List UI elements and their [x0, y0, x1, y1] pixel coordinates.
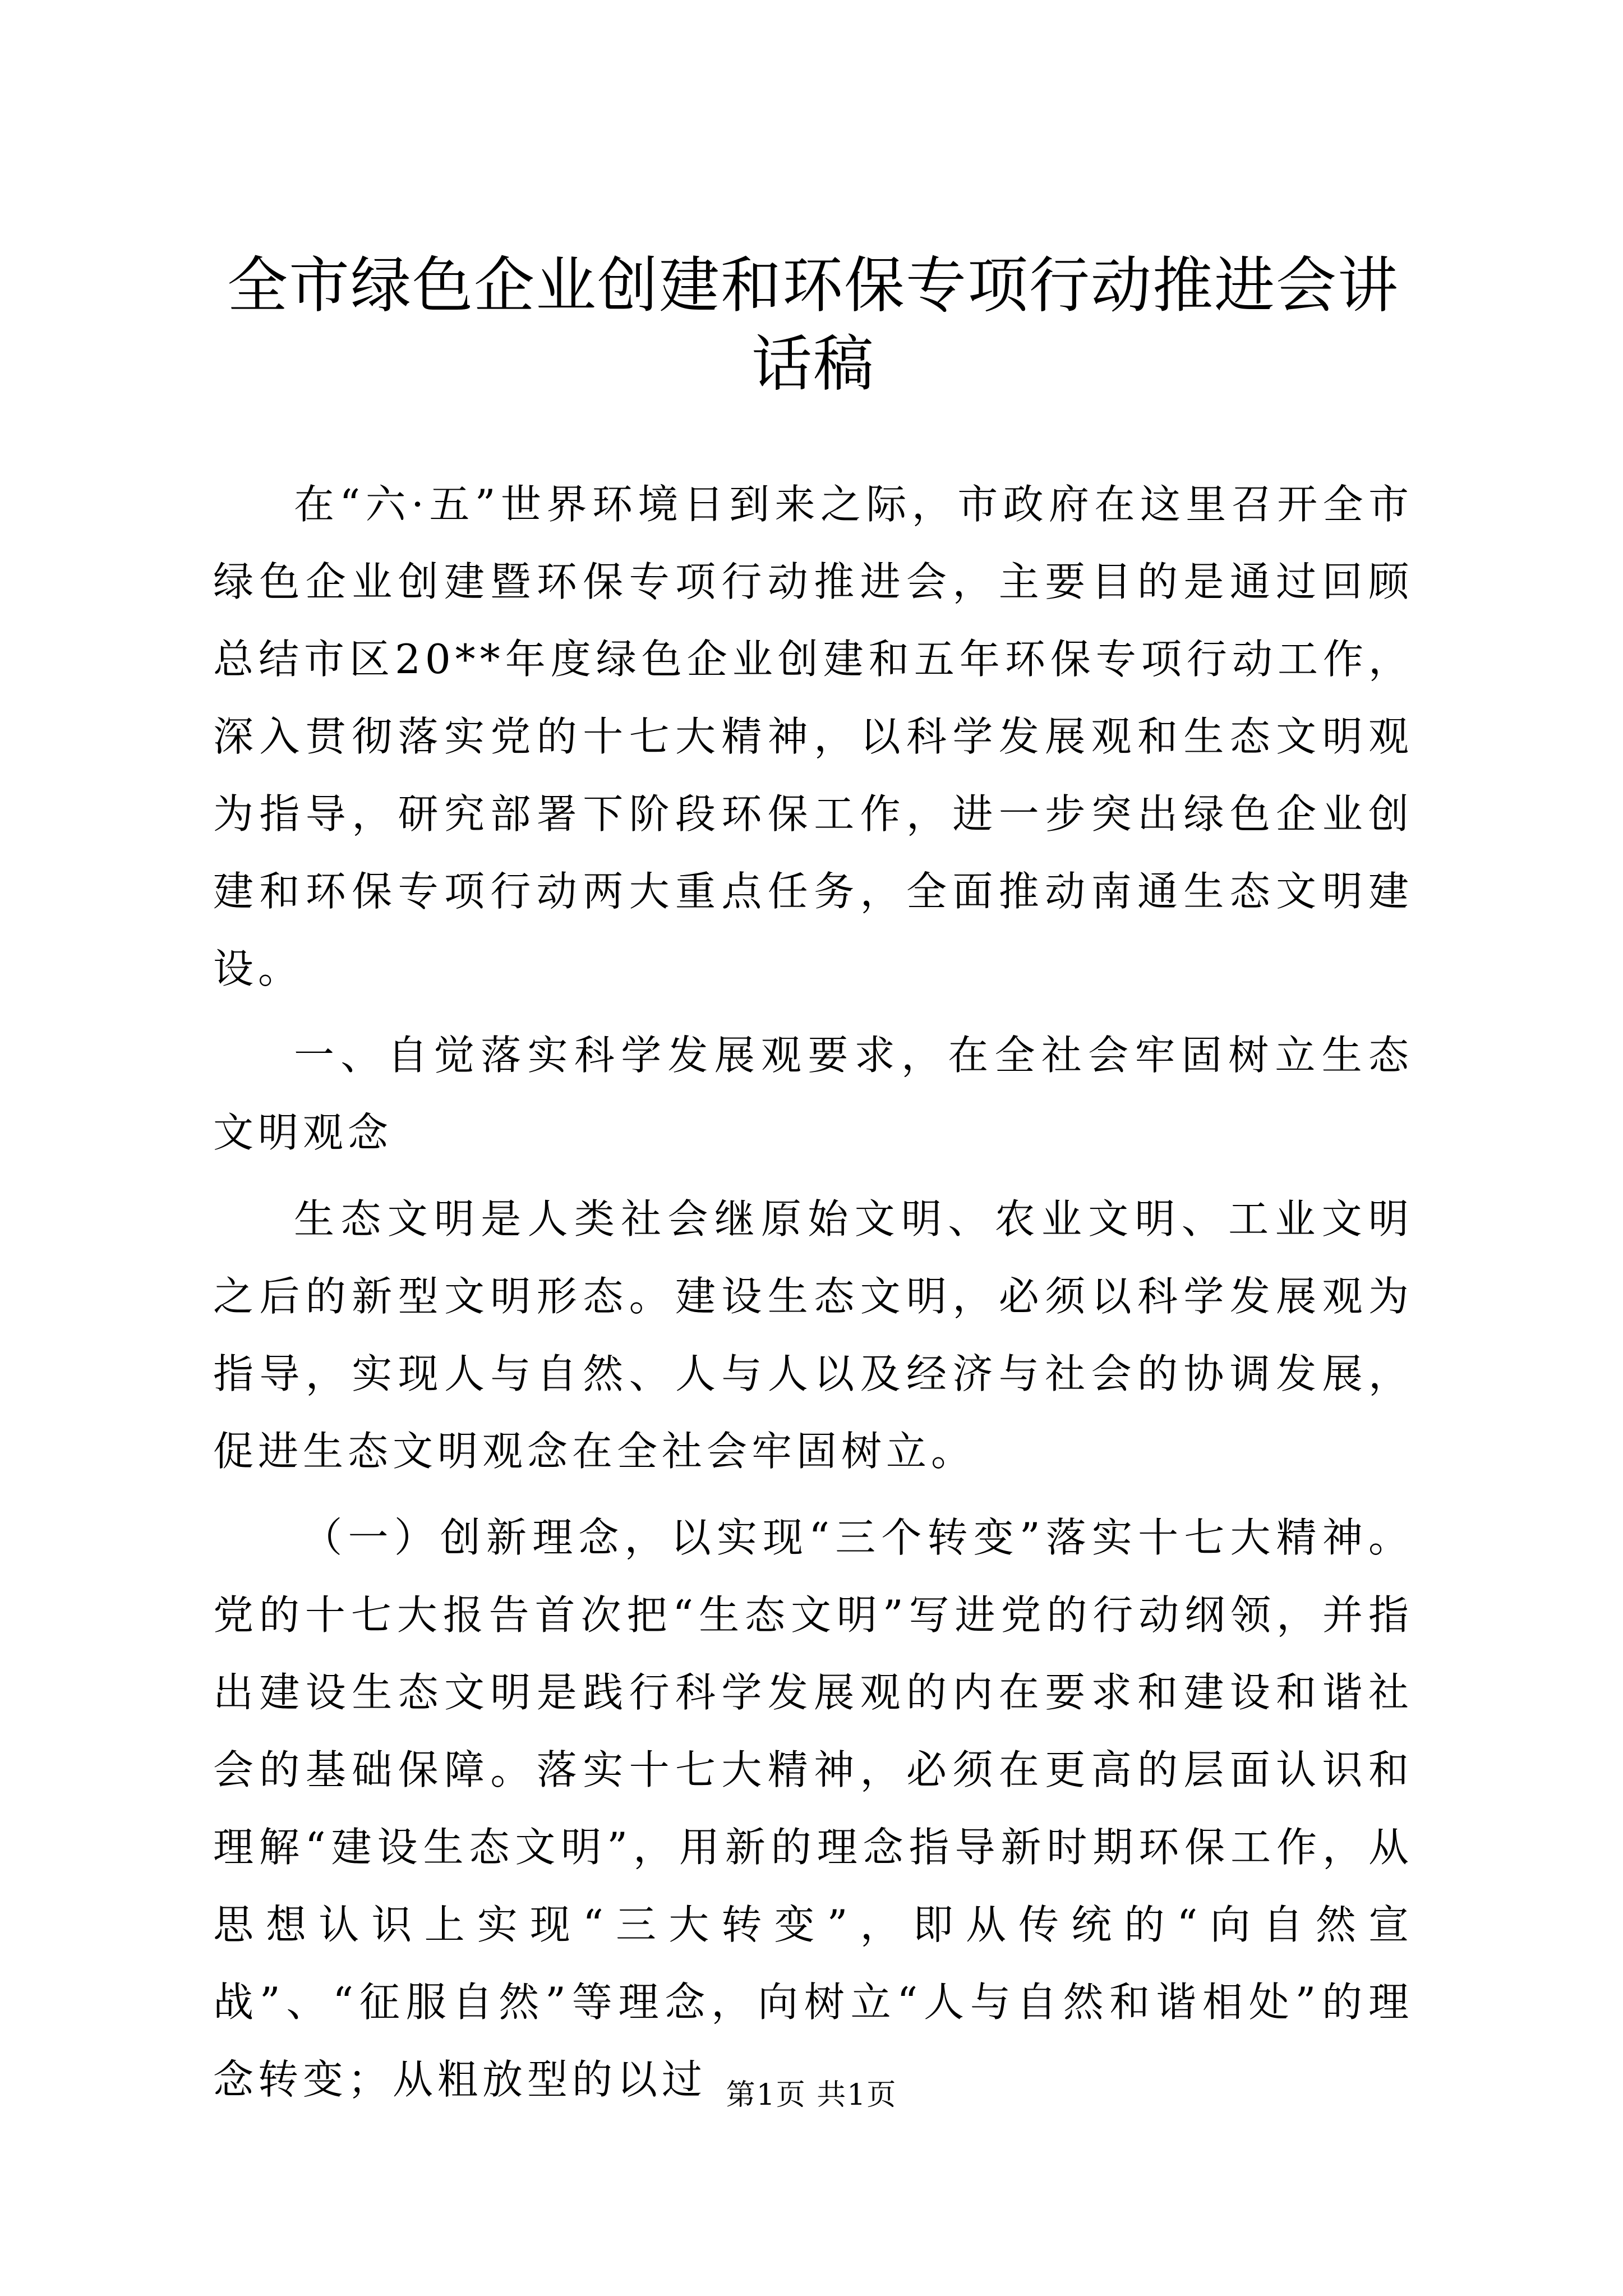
document-title: 全市绿色企业创建和环保专项行动推进会讲话稿 [227, 251, 1399, 399]
page-footer: 第1页 共1页 [726, 2078, 897, 2112]
document-body [213, 466, 1413, 2118]
intro-paragraph: 在“六·五”世界环境日到来之际，市政府在这里召开全市绿色企业创建暨环保专项行动推进会，主要目的是通过回顾总结市区20**年度绿色企业创建和五年环保专项行动工作，深入贯彻落实党的十七大精神，以科学发展观和生态文明观为指导，研究部署下阶段环保工作，进一步突出绿色企业创建和环保专项行动两大重点任务，全面推动南通生态文明建设。 [213, 481, 1413, 992]
section-heading-1: 一、自觉落实科学发展观要求，在全社会牢固树立生态文明观念 [213, 1032, 1413, 1156]
section-1-paragraph: 生态文明是人类社会继原始文明、农业文明、工业文明之后的新型文明形态。建设生态文明，必须以科学发展观为指导，实现人与自然、人与人以及经济与社会的协调发展，促进生态文明观念在全社会牢固树立。 [213, 1195, 1413, 1475]
subsection-1-paragraph: （一）创新理念，以实现“三个转变”落实十七大精神。党的十七大报告首次把“生态文明”写进党的行动纲领，并指出建设生态文明是践行科学发展观的内在要求和建设和谐社会的基础保障。落实十七大精神，必须在更高的层面认识和理解“建设生态文明”，用新的理念指导新时期环保工作，从思想认识上实现“三大转变”，即从传统的“向自然宣战”、“征服自然”等理念，向树立“人与自然和谐相处”的理念转变；从粗放型的以过 [213, 1514, 1413, 2103]
